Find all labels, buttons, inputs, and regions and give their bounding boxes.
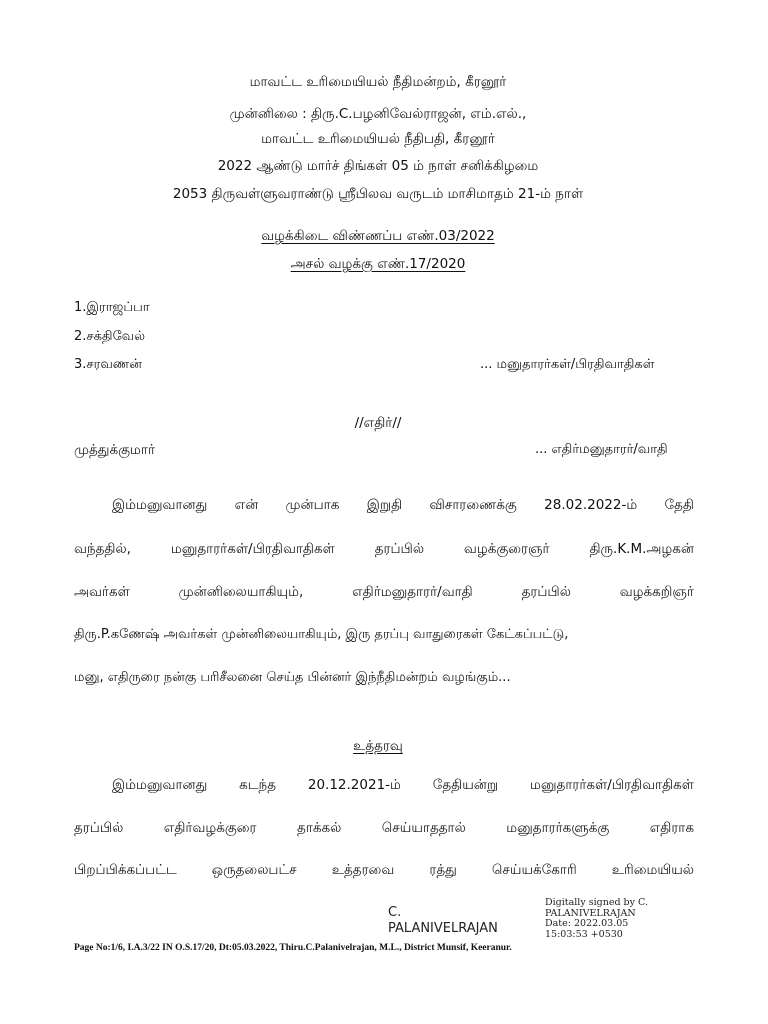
word: 28.02.2022-ம் [544,497,638,513]
page-footer: Page No:1/6, I.A.3/22 IN O.S.17/20, Dt:05.03.2022, Thiru.C.Palanivelrajan, M.L., District Munsif, Keeranur. [74,943,512,953]
word: வந்ததில், [74,541,131,557]
para1-line3 [74,584,694,602]
word: இறுதி [366,497,403,513]
word: உத்தரவை [331,862,395,878]
original-suit-number: அசல் வழக்கு எண்.17/2020 [290,256,466,272]
word: செய்யக்கோரி [491,862,577,878]
word: ரத்து [429,862,457,878]
tamil-date-line: 2053 திருவள்ளுவராண்டு ஸ்ரீபிலவ வருடம் மாசிமாதம் 21-ம் நாள் [172,186,584,202]
word: உரிமையியல் [611,862,694,878]
para1-line4: திரு.P.கணேஷ் அவர்கள் முன்னிலையாகியும், இரு தரப்பு வாதுரைகள் கேட்கப்பட்டு, [74,627,569,642]
word: இம்மனுவானது [112,777,208,793]
word: 20.12.2021-ம் [307,777,401,793]
word: தரப்பில் [521,584,571,600]
signer-name-surname: PALANIVELRAJAN [388,921,498,936]
petitioner-3: 3.சரவணன் [74,357,142,372]
word: ஒருதலைபட்ச [211,862,297,878]
para2-line3 [74,862,694,880]
application-number: வழக்கிடை விண்ணப்ப எண்.03/2022 [261,228,495,244]
word: எதிராக [649,820,694,836]
word: தேதி [664,497,694,513]
signer-name-initial: C. [388,905,402,920]
presiding-officer: முன்னிலை : திரு.C.பழனிவேல்ராஜன், எம்.எல்., [229,106,527,122]
word: வழக்குரைஞர் [463,541,550,557]
respondent-name: முத்துக்குமார் [74,442,156,458]
word: மனுதாரர்களுக்கு [506,820,610,836]
order-title: உத்தரவு [353,738,403,754]
word: தேதியன்று [432,777,499,793]
word: முன்பாக [285,497,340,513]
word: எதிர்மனுதாரர்/வாதி [352,584,473,600]
versus-label: //எதிர்// [354,415,402,431]
respondent-role: ... எதிர்மனுதாரர்/வாதி [535,442,668,457]
word: எதிர்வழக்குரை [163,820,257,836]
word: திரு.K.M.அழகன் [589,541,694,557]
para2-line2 [74,820,694,838]
petitioner-1: 1.இராஜப்பா [74,300,150,315]
para1-line1 [112,497,694,515]
court-name: மாவட்ட உரிமையியல் நீதிமன்றம், கீரனூர் [249,74,507,90]
word: கடந்த [239,777,276,793]
word: செய்யாததால் [381,820,466,836]
word: தரப்பில் [374,541,425,557]
word: அவர்கள் [74,584,130,600]
signer-name [388,905,498,937]
word: மனுதாரர்கள்/பிரதிவாதிகள் [170,541,335,557]
para1-line5: மனு, எதிருரை நன்கு பரிசீலனை செய்த பின்னர் இந்நீதிமன்றம் வழங்கும்... [74,670,511,685]
word: இம்மனுவானது [112,497,208,513]
judge-title: மாவட்ட உரிமையியல் நீதிபதி, கீரனூர் [261,131,495,147]
para1-line2 [74,541,694,559]
word: தாக்கல் [296,820,342,836]
word: விசாரணைக்கு [429,497,517,513]
petitioner-2: 2.சக்திவேல் [74,329,146,344]
word: வழக்கறிஞர் [619,584,694,600]
word: பிறப்பிக்கப்பட்ட [74,862,177,878]
signature-details: Digitally signed by C. PALANIVELRAJAN Date: 2022.03.05 15:03:53 +0530 [545,897,648,940]
word: மனுதாரர்கள்/பிரதிவாதிகள் [530,777,694,793]
petitioner-role: ... மனுதாரர்கள்/பிரதிவாதிகள் [480,357,655,372]
date-line: 2022 ஆண்டு மார்ச் திங்கள் 05 ம் நாள் சனிக்கிழமை [217,158,539,174]
word: தரப்பில் [74,820,124,836]
word: முன்னிலையாகியும், [178,584,304,600]
para2-line1 [112,777,694,795]
word: என் [234,497,259,513]
